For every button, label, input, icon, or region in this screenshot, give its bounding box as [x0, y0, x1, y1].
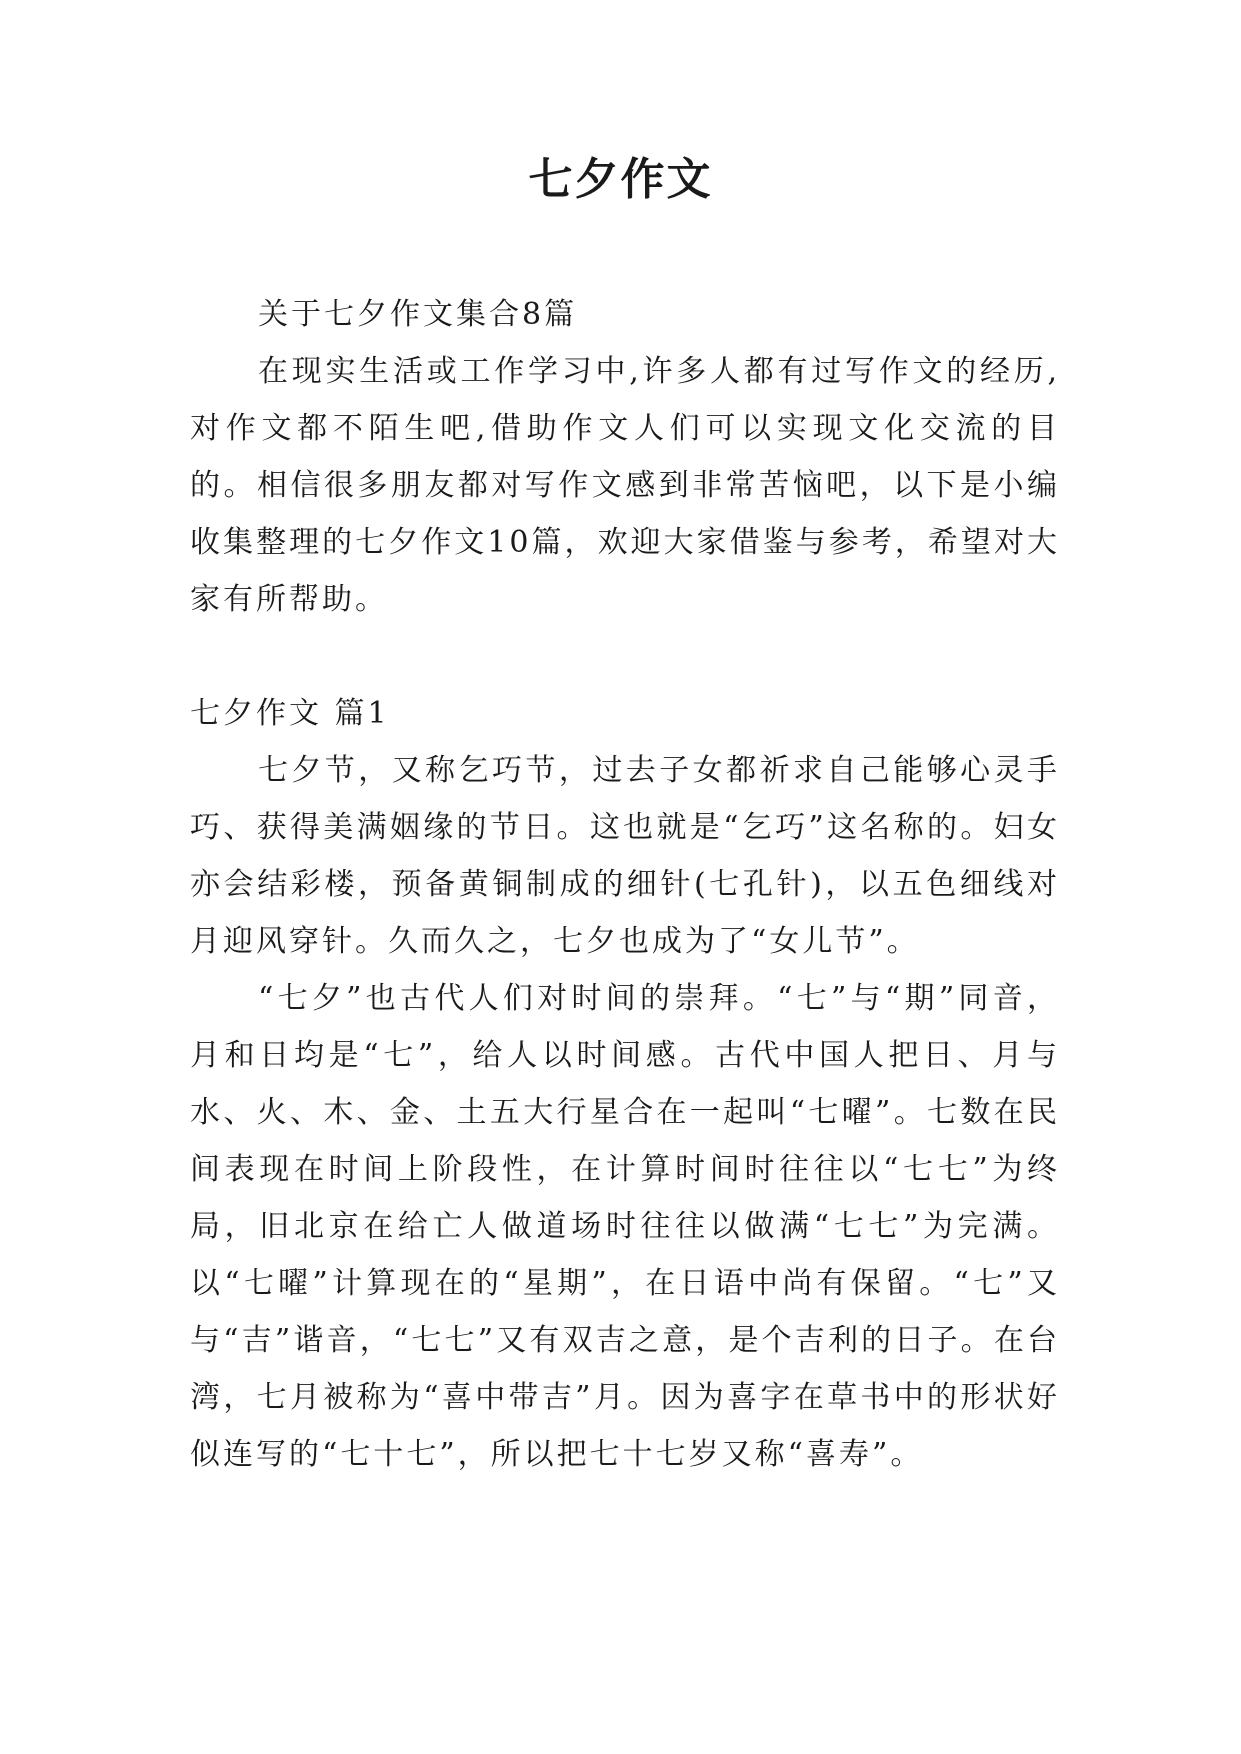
- intro-paragraph: 在现实生活或工作学习中,许多人都有过写作文的经历,对作文都不陌生吧,借助作文人们可以实现文化交流的目的。相信很多朋友都对写作文感到非常苦恼吧，以下是小编收集整理的七夕作文10篇，欢迎大家借鉴与参考，希望对大家有所帮助。: [190, 354, 1060, 617]
- section-spacer: [190, 628, 1060, 685]
- document-body: [190, 286, 1060, 1483]
- document-title: 七夕作文: [528, 154, 713, 205]
- body-paragraph-2: “七夕”也古代人们对时间的崇拜。“七”与“期”同音，月和日均是“七”，给人以时间感。古代中国人把日、月与水、火、木、金、土五大行星合在一起叫“七曜”。七数在民间表现在时间上阶段性，在计算时间时往往以“七七”为终局，旧北京在给亡人做道场时往往以做满“七七”为完满。以“七曜”计算现在的“星期”，在日语中尚有保留。“七”又与“吉”谐音，“七七”又有双吉之意，是个吉利的日子。在台湾，七月被称为“喜中带吉”月。因为喜字在草书中的形状好似连写的“七十七”，所以把七十七岁又称“喜寿”。: [190, 981, 1060, 1472]
- intro-heading: 关于七夕作文集合8篇: [258, 297, 578, 332]
- body-paragraph-1: 七夕节，又称乞巧节，过去子女都祈求自己能够心灵手巧、获得美满姻缘的节日。这也就是“乞巧”这名称的。妇女亦会结彩楼，预备黄铜制成的细针(七孔针)，以五色细线对月迎风穿针。久而久之，七夕也成为了“女儿节”。: [190, 753, 1060, 959]
- section-heading: 七夕作文 篇1: [190, 696, 390, 731]
